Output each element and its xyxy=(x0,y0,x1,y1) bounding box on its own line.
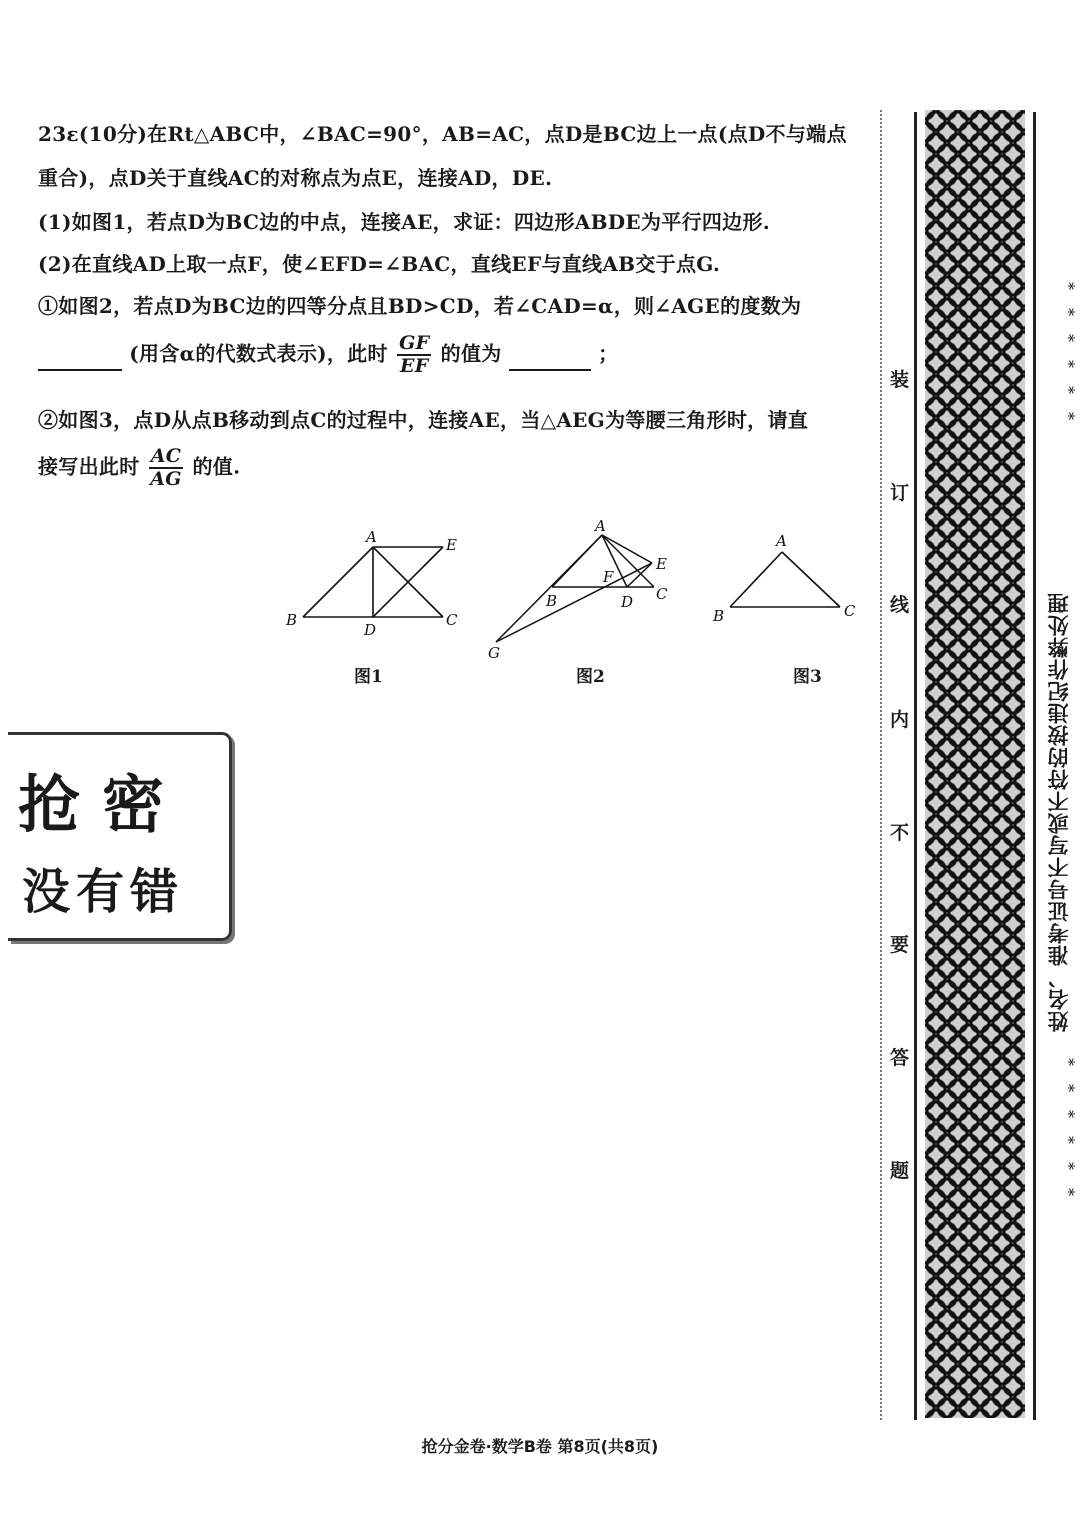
answer-blank-1[interactable] xyxy=(38,369,122,371)
fraction-denominator: AG xyxy=(150,468,182,490)
fig2-label-c: C xyxy=(656,585,668,603)
page-footer: 抢分金卷·数学B卷 第8页(共8页) xyxy=(421,1437,659,1456)
fig2-label-d: D xyxy=(621,593,634,611)
question-sub-1-continued xyxy=(38,333,618,377)
fraction-numerator: AC xyxy=(150,445,182,467)
sub2-start-text: 接写出此时 xyxy=(38,454,140,479)
sub1-end: ； xyxy=(598,341,619,366)
fig2-label-b: B xyxy=(546,592,558,610)
question-part-1: (1)如图1，若点D为BC边的中点，连接AE，求证：四边形ABDE为平行四边形. xyxy=(38,210,771,234)
fraction-denominator: EF xyxy=(399,355,429,377)
binding-char-6: 要 xyxy=(890,934,910,956)
fig3-label-c: C xyxy=(844,602,856,620)
fig2-label-a: A xyxy=(595,517,606,535)
sub1-tail-text: 的值为 xyxy=(440,341,502,366)
stamp-box xyxy=(8,732,232,941)
question-line-1: 23ε(10分)在Rt△ABC中，∠BAC=90°，AB=AC，点D是BC边上一点(点D不与端点 xyxy=(38,122,847,146)
fig2-label-g: G xyxy=(488,644,500,662)
figure-2 xyxy=(484,515,684,665)
sub1-mid-text: (用含α的代数式表示)，此时 xyxy=(129,341,388,366)
fig1-label-b: B xyxy=(286,611,298,629)
binding-dotted-line xyxy=(880,110,882,1420)
answer-blank-2[interactable] xyxy=(509,369,591,371)
sub2-tail-text: 的值. xyxy=(192,454,241,479)
binding-char-4: 内 xyxy=(890,709,910,731)
question-sub-1: ①如图2，若点D为BC边的四等分点且BD>CD，若∠CAD=α，则∠AGE的度数为 xyxy=(38,294,802,318)
figure-3 xyxy=(708,530,868,630)
fraction-ac-ag xyxy=(149,446,183,490)
figure-1-caption: 图1 xyxy=(354,667,383,687)
stars-top: ****** xyxy=(1059,282,1078,438)
fraction-gf-ef xyxy=(397,333,431,377)
binding-side-note: 姓名、准考证号不写或不符的按违纪作弊处理 xyxy=(1047,592,1071,1032)
fraction-numerator: GF xyxy=(399,332,430,354)
fig3-label-b: B xyxy=(713,607,725,625)
figure-2-caption: 图2 xyxy=(576,667,605,687)
binding-char-2: 订 xyxy=(890,482,910,504)
binding-border-right xyxy=(1033,112,1036,1420)
question-line-2: 重合)，点D关于直线AC的对称点为点E，连接AD，DE. xyxy=(38,166,553,190)
stamp-line-1: 抢密 xyxy=(18,768,187,841)
stamp-line-2: 没有错 xyxy=(22,864,185,920)
figure-3-caption: 图3 xyxy=(793,667,822,687)
binding-char-1: 装 xyxy=(890,369,910,391)
fig1-label-a: A xyxy=(366,528,377,546)
fig3-label-a: A xyxy=(776,532,787,550)
fig1-label-c: C xyxy=(446,611,458,629)
fig2-label-e: E xyxy=(656,555,667,573)
binding-char-8: 题 xyxy=(890,1160,910,1182)
stars-bottom: ****** xyxy=(1059,1058,1078,1214)
binding-border-left xyxy=(914,112,917,1420)
fig1-label-d: D xyxy=(364,621,377,639)
question-sub-2: ②如图3，点D从点B移动到点C的过程中，连接AE，当△AEG为等腰三角形时，请直 xyxy=(38,408,809,432)
binding-pattern-strip xyxy=(925,110,1025,1418)
binding-char-5: 不 xyxy=(890,822,910,844)
binding-char-3: 线 xyxy=(890,594,910,616)
question-sub-2-continued xyxy=(38,446,240,490)
figure-1 xyxy=(278,525,468,645)
fig1-label-e: E xyxy=(446,536,457,554)
fig2-label-f: F xyxy=(603,568,614,586)
binding-char-7: 答 xyxy=(890,1047,910,1069)
question-part-2: (2)在直线AD上取一点F，使∠EFD=∠BAC，直线EF与直线AB交于点G. xyxy=(38,252,721,276)
